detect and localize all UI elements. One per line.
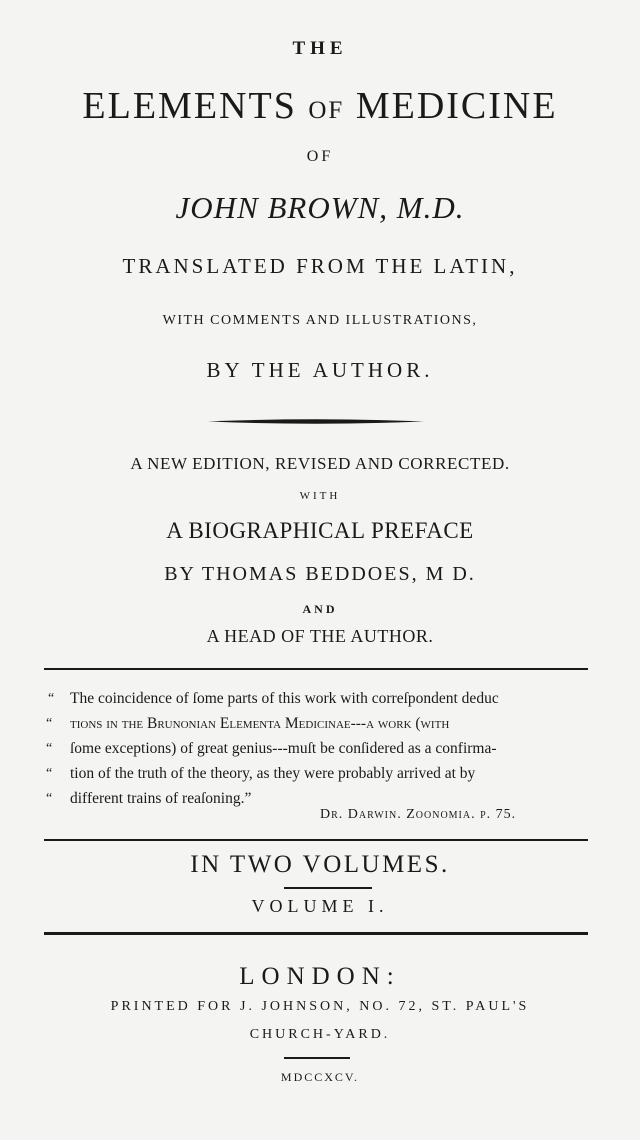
imprint-top-rule: [44, 932, 588, 935]
author-name: JOHN BROWN, M.D.: [175, 190, 465, 225]
quote-text: different trains of reaſoning.”: [70, 790, 252, 807]
head-line: A HEAD OF THE AUTHOR.: [206, 626, 434, 646]
edition-line: A NEW EDITION, REVISED AND CORRECTED.: [130, 454, 510, 473]
imprint-city: LONDON:: [239, 963, 401, 990]
of-line: OF: [306, 148, 334, 165]
quote-mark: “: [46, 741, 53, 756]
title-article: THE: [292, 38, 348, 59]
title-initial-1: E: [82, 85, 108, 127]
volume-number: VOLUME I.: [251, 896, 389, 916]
by-the-author-line: BY THE AUTHOR.: [206, 358, 434, 382]
quote-mark: “: [46, 766, 53, 781]
volumes-top-rule: [44, 839, 588, 841]
title-of: OF: [308, 97, 345, 124]
in-two-volumes: IN TWO VOLUMES.: [190, 851, 450, 878]
translated-line: TRANSLATED FROM THE LATIN,: [122, 254, 518, 278]
quote-text: tion of the truth of the theory, as they were probably arrived at by: [70, 765, 476, 782]
quote-line: [46, 686, 606, 711]
publication-date: MDCCXCV.: [280, 1070, 360, 1084]
title-word-1: LEMENTS: [107, 85, 297, 127]
printer-line-1: PRINTED FOR J. JOHNSON, NO. 72, ST. PAUL'S: [110, 999, 530, 1014]
quote-mark: “: [46, 791, 53, 806]
beddoes-line: BY THOMAS BEDDOES, M D.: [164, 563, 476, 585]
quote-mark: “: [46, 716, 53, 731]
quote-top-rule: [44, 668, 588, 670]
printer-line-2: CHURCH-YARD.: [249, 1027, 391, 1042]
quote-text: The coincidence of ſome parts of this work with correſpondent deduc: [70, 690, 499, 707]
with-line: WITH: [299, 490, 341, 502]
title-initial-2: M: [355, 85, 392, 127]
date-short-rule: [284, 1057, 350, 1059]
title-word-2: EDICINE: [391, 85, 558, 127]
quote-mark: “: [48, 691, 55, 706]
comments-line: WITH COMMENTS AND ILLUSTRATIONS,: [162, 313, 478, 328]
epigraph-quote: [46, 686, 606, 811]
quote-source: Dr. Darwin. Zoonomia. p. 75.: [320, 807, 517, 822]
quote-text: tions in the Brunonian Elementa Medicinae---a work (with: [70, 715, 450, 732]
book-title: [0, 84, 640, 128]
quote-text: ſome exceptions) of great genius---muſt be conſidered as a confirma-: [70, 740, 497, 757]
quote-line: [46, 736, 606, 761]
quote-line: [46, 761, 606, 786]
ornamental-rule: [208, 418, 424, 425]
preface-line: A BIOGRAPHICAL PREFACE: [166, 518, 474, 543]
volume-short-rule: [284, 887, 372, 889]
quote-line: [46, 711, 606, 736]
and-line: AND: [302, 602, 338, 616]
